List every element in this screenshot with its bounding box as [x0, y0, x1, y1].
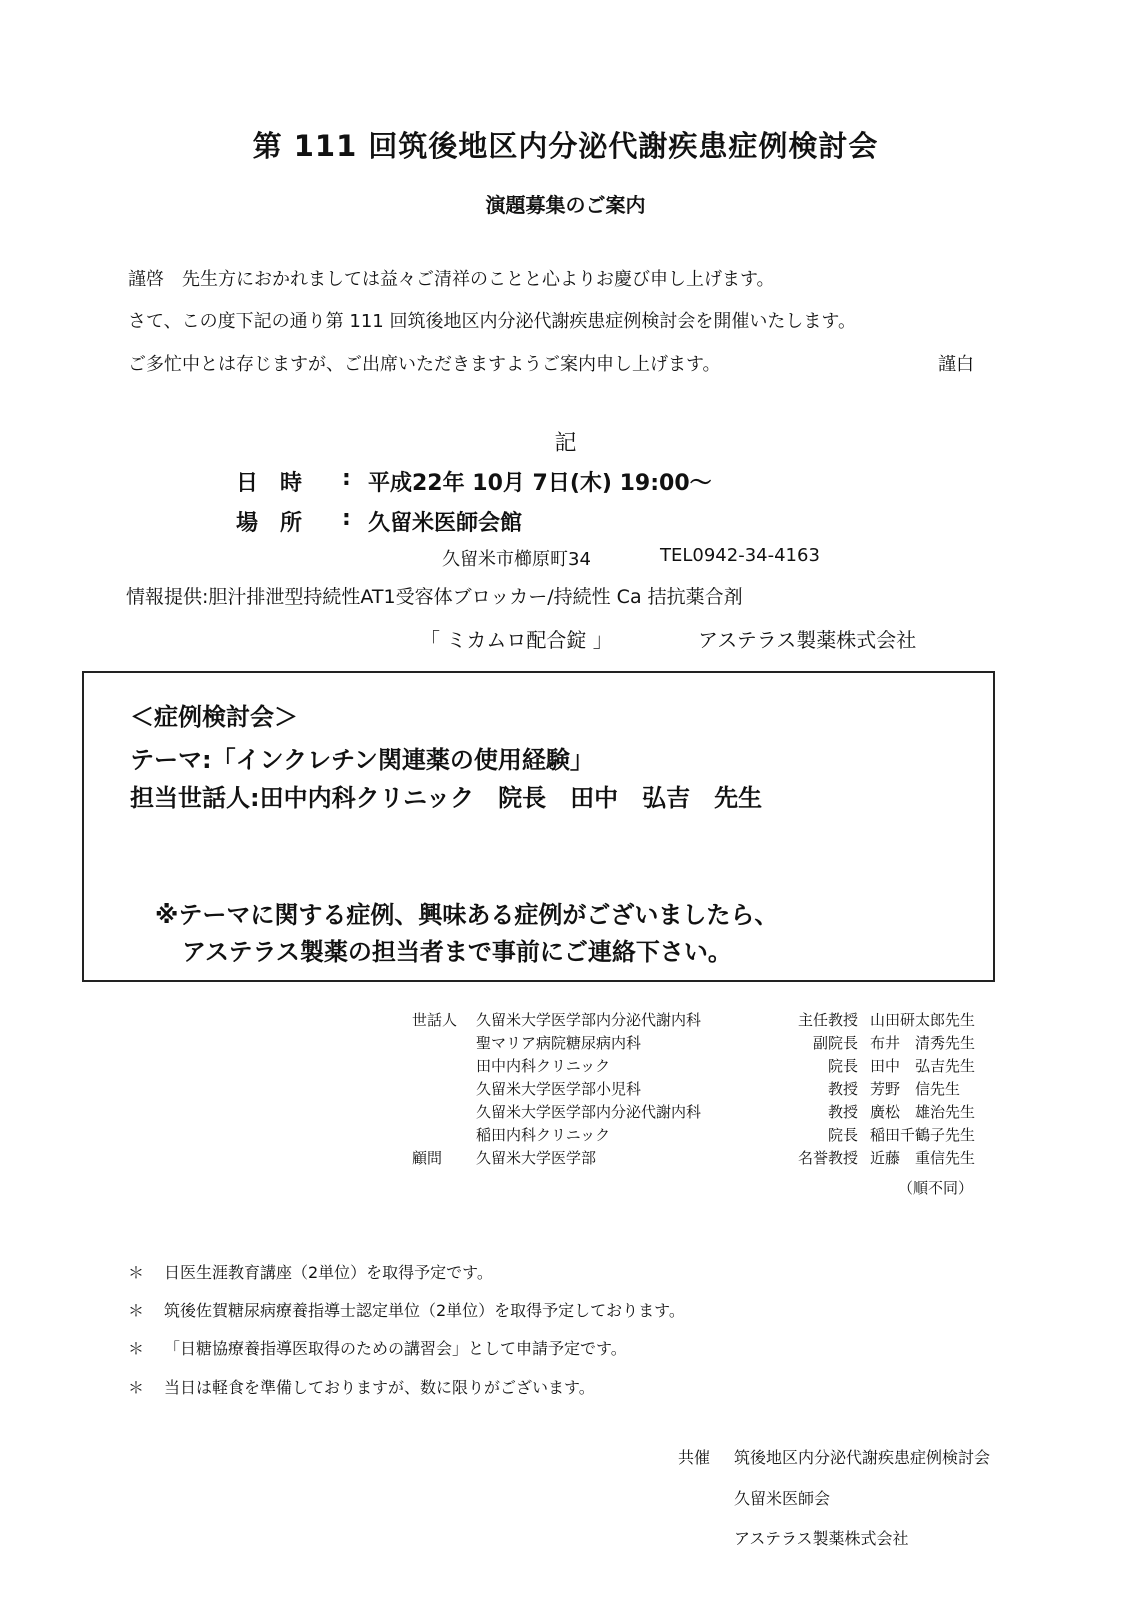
- organizer-role: [412, 1077, 476, 1100]
- organizer-institution: 久留米大学医学部内分泌代謝内科: [476, 1103, 702, 1121]
- organizer-role: 顧問: [412, 1149, 443, 1167]
- organizer-name: 稲田千鶴子先生: [870, 1126, 976, 1144]
- organizer-position: 教授: [827, 1080, 858, 1098]
- organizer-name: 近藤 重信先生: [870, 1149, 976, 1167]
- venue-value: 久留米医師会館: [368, 511, 523, 536]
- note-item: [128, 1375, 595, 1398]
- case-box-note-1: ※テーマに関する症例、興味ある症例がございましたら、: [155, 901, 779, 929]
- order-note: （順不同）: [898, 1179, 974, 1197]
- greeting-line-2: さて、この度下記の通り第 111 回筑後地区内分泌代謝疾患症例検討会を開催いたします。: [128, 311, 856, 332]
- organizer-name: 布井 清秀先生: [870, 1034, 976, 1052]
- organizer-row: [412, 1077, 1000, 1100]
- datetime-value: 平成22年 10月 7日(木) 19:00～: [368, 471, 712, 496]
- organizer-position: 教授: [827, 1103, 858, 1121]
- cosponsor-label: 共催: [678, 1448, 711, 1467]
- venue-colon: :: [342, 506, 351, 531]
- sponsor-info-line: 情報提供:胆汁排泄型持続性AT1受容体ブロッカー/持続性 Ca 拮抗薬合剤: [126, 586, 743, 608]
- organizer-name: 田中 弘吉先生: [870, 1057, 976, 1075]
- case-box-theme: テーマ:「インクレチン関連薬の使用経験」: [130, 746, 594, 774]
- cosponsor-item: 久留米医師会: [734, 1489, 831, 1508]
- organizer-row: [412, 1123, 1000, 1146]
- note-item: [128, 1260, 493, 1283]
- organizer-position: 院長: [827, 1057, 858, 1075]
- organizer-position: 院長: [827, 1126, 858, 1144]
- organizers-table: [412, 1008, 1000, 1169]
- cosponsor-item: 筑後地区内分泌代謝疾患症例検討会: [734, 1448, 991, 1467]
- organizer-role: 世話人: [412, 1011, 458, 1029]
- product-name: 「 ミカムロ配合錠 」: [420, 628, 613, 652]
- note-text: 日医生涯教育講座（2単位）を取得予定です。: [164, 1263, 493, 1282]
- organizer-role: [412, 1054, 476, 1077]
- note-text: 「日糖協療養指導医取得のための講習会」として申請予定です。: [164, 1339, 627, 1358]
- page-title: 第 111 回筑後地区内分泌代謝疾患症例検討会: [252, 129, 879, 163]
- organizer-institution: 久留米大学医学部内分泌代謝内科: [476, 1011, 702, 1029]
- organizer-institution: 久留米大学医学部: [476, 1149, 597, 1167]
- note-bullet: ＊: [128, 1263, 145, 1282]
- page-subtitle: 演題募集のご案内: [485, 193, 646, 217]
- greeting-line-3: ご多忙中とは存じますが、ご出席いただきますようご案内申し上げます。: [128, 354, 721, 375]
- note-bullet: ＊: [128, 1301, 145, 1320]
- organizer-row: [412, 1008, 1000, 1031]
- organizer-position: 主任教授: [797, 1011, 858, 1029]
- ki-heading: 記: [554, 431, 577, 456]
- organizer-institution: 田中内科クリニック: [476, 1057, 611, 1075]
- greeting-line-1: 謹啓 先生方におかれましては益々ご清祥のことと心よりお慶び申し上げます。: [128, 269, 775, 290]
- case-box-note-2: アステラス製薬の担当者まで事前にご連絡下さい。: [182, 938, 732, 966]
- datetime-colon: :: [342, 466, 351, 491]
- organizer-name: 廣松 雄治先生: [870, 1103, 976, 1121]
- organizer-institution: 聖マリア病院糖尿病内科: [476, 1034, 642, 1052]
- case-box-heading: ＜症例検討会＞: [130, 703, 298, 731]
- organizer-row: [412, 1054, 1000, 1077]
- cosponsor-item: アステラス製薬株式会社: [734, 1529, 909, 1548]
- note-bullet: ＊: [128, 1378, 145, 1397]
- organizer-row: [412, 1100, 1000, 1123]
- note-text: 筑後佐賀糖尿病療養指導士認定単位（2単位）を取得予定しております。: [164, 1301, 685, 1320]
- sponsor-company: アステラス製薬株式会社: [698, 628, 917, 652]
- organizer-role: [412, 1100, 476, 1123]
- note-text: 当日は軽食を準備しておりますが、数に限りがございます。: [164, 1378, 595, 1397]
- case-box-organizer: 担当世話人:田中内科クリニック 院長 田中 弘吉 先生: [130, 784, 763, 812]
- organizer-institution: 久留米大学医学部小児科: [476, 1080, 642, 1098]
- organizer-row: [412, 1031, 1000, 1054]
- organizer-position: 副院長: [812, 1034, 858, 1052]
- venue-tel: TEL0942-34-4163: [660, 545, 820, 566]
- organizer-position: 名誉教授: [797, 1149, 858, 1167]
- datetime-label: 日時: [236, 471, 325, 496]
- venue-label: 場所: [236, 511, 325, 536]
- organizer-role: [412, 1031, 476, 1054]
- organizer-institution: 稲田内科クリニック: [476, 1126, 611, 1144]
- organizer-row: [412, 1146, 1000, 1169]
- venue-address: 久留米市櫛原町34: [442, 549, 591, 570]
- greeting-closing: 謹白: [938, 354, 974, 375]
- organizer-role: [412, 1123, 476, 1146]
- note-bullet: ＊: [128, 1339, 145, 1358]
- note-item: [128, 1298, 685, 1321]
- note-item: [128, 1336, 627, 1359]
- organizer-name: 芳野 信先生: [870, 1080, 961, 1098]
- organizer-name: 山田研太郎先生: [870, 1011, 976, 1029]
